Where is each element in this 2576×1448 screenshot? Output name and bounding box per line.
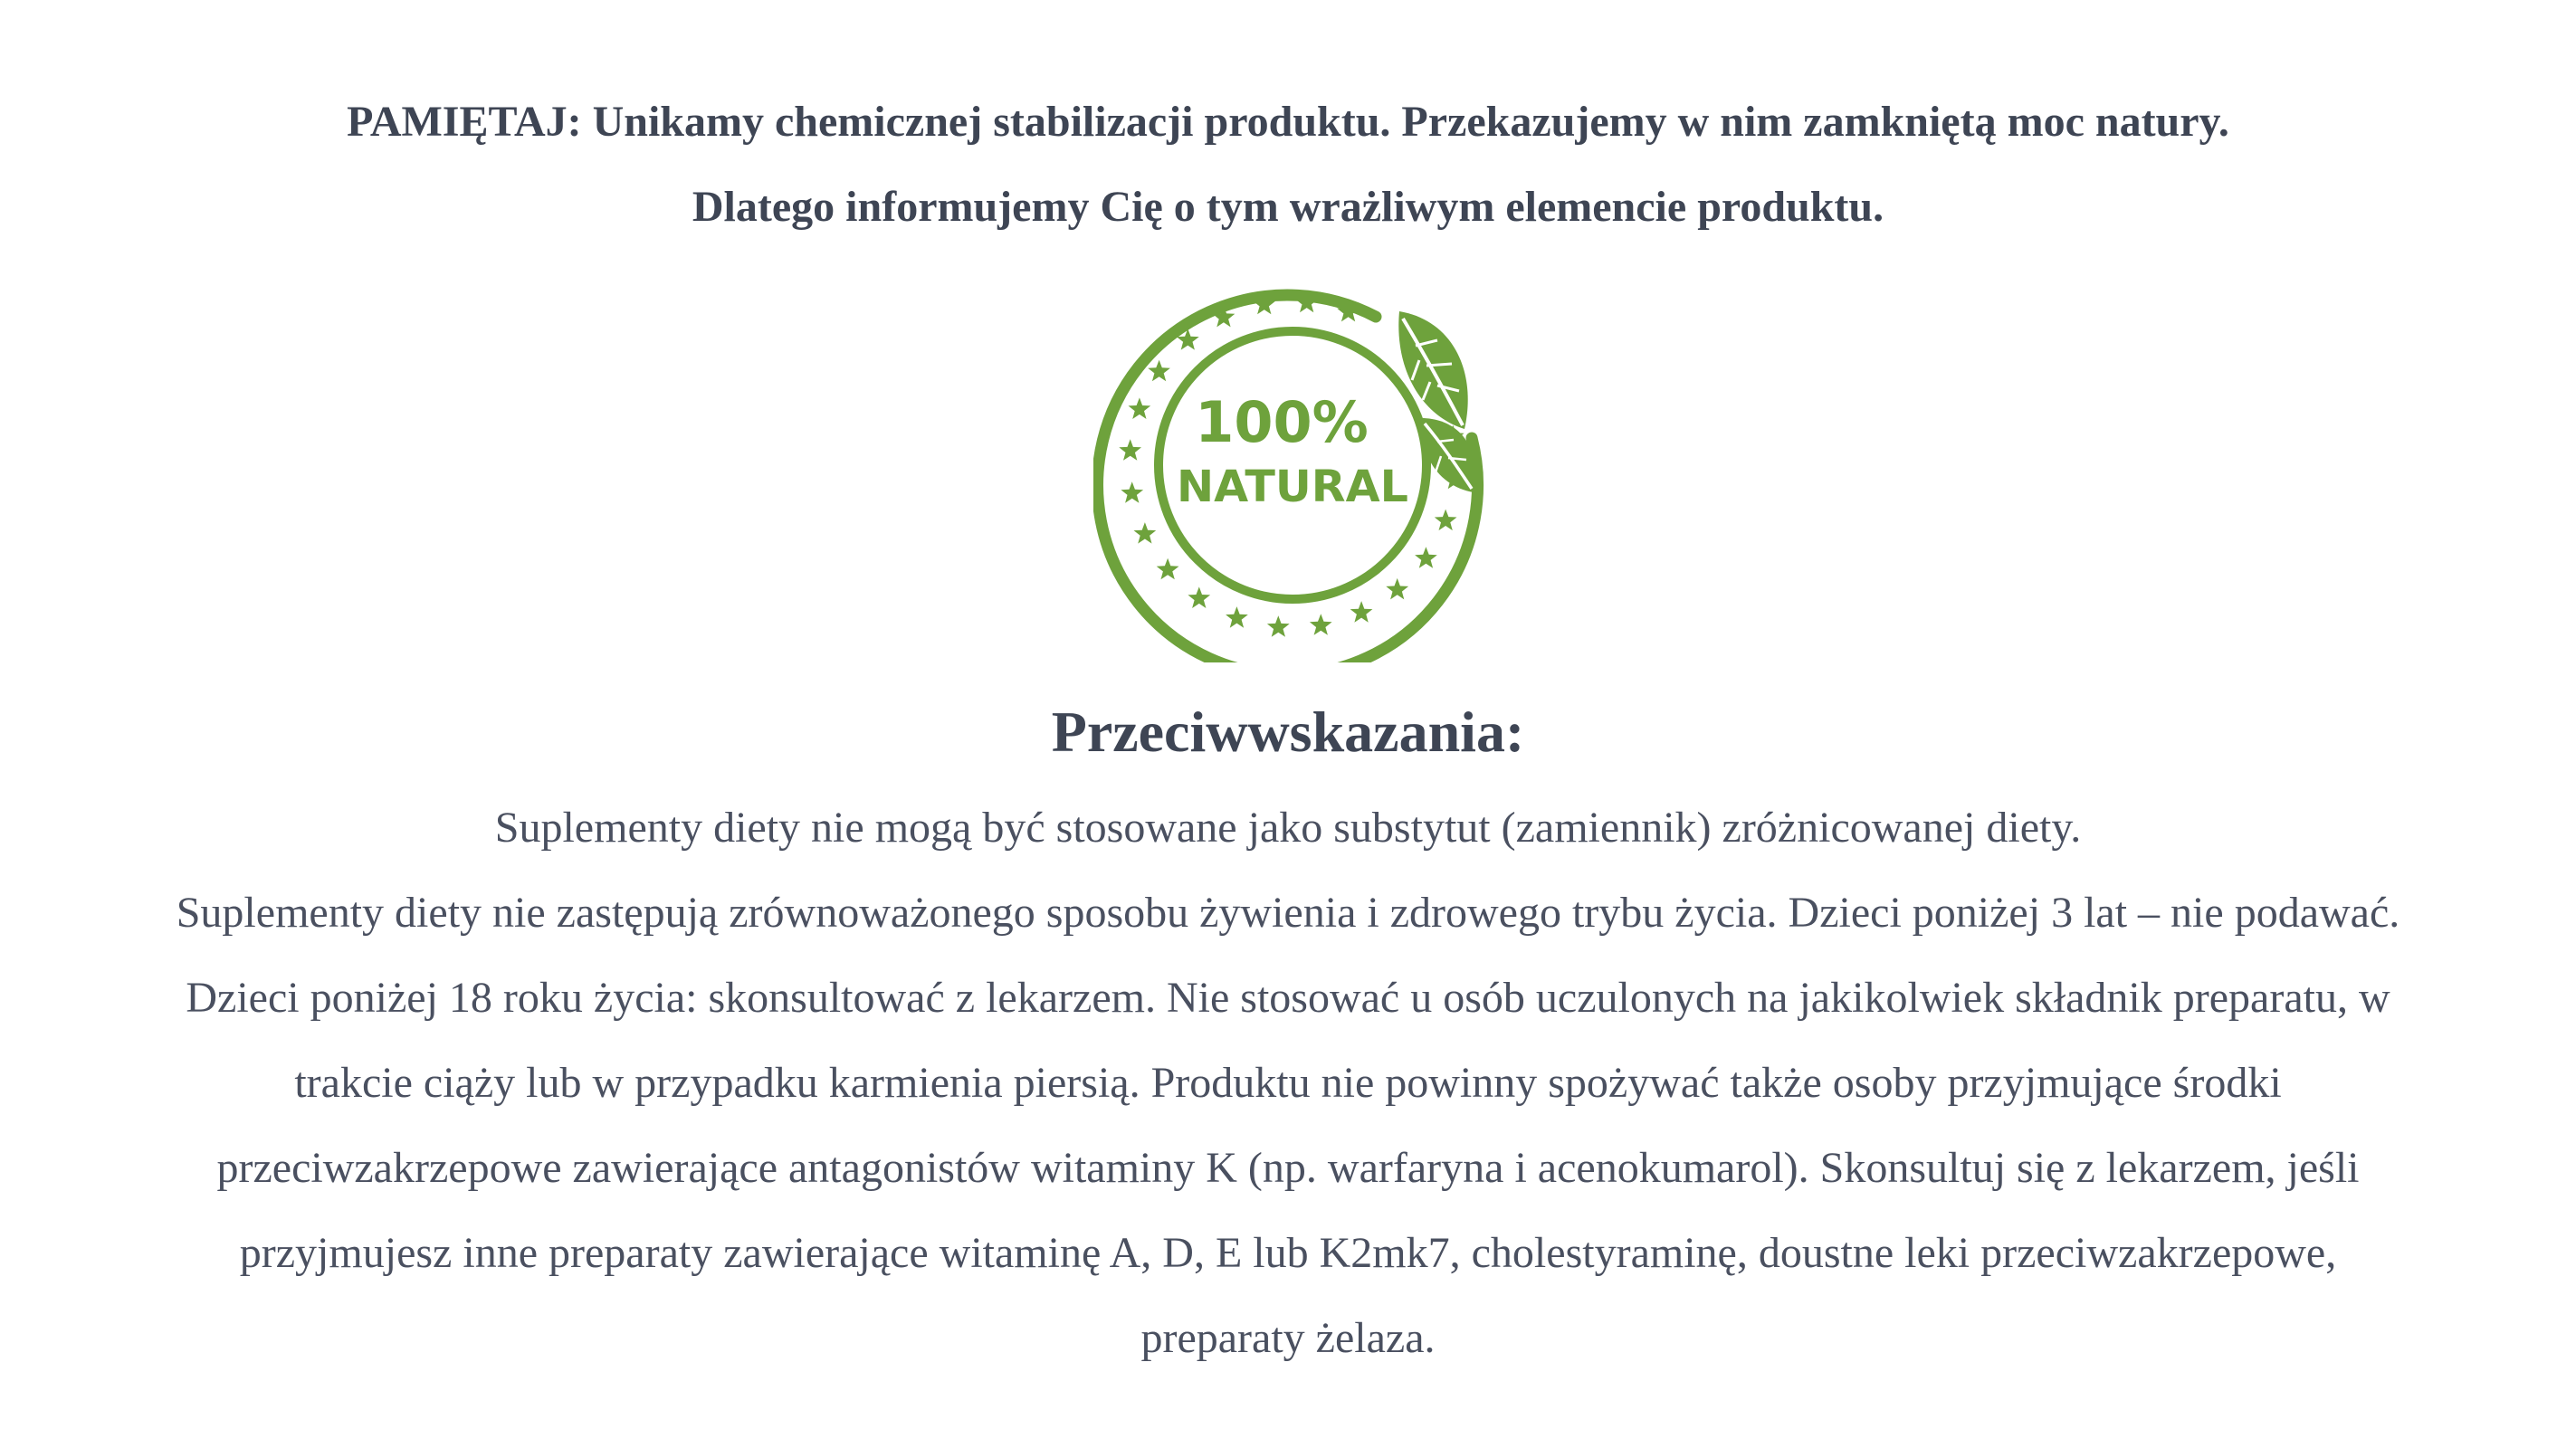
contraindications-title: Przeciwwskazania: <box>1051 700 1525 764</box>
notice-label: PAMIĘTAJ: <box>347 98 582 146</box>
natural-badge <box>1093 264 1492 662</box>
star-icon <box>1267 615 1290 637</box>
star-icon <box>1415 547 1437 568</box>
star-icon <box>1386 578 1408 600</box>
contraindications-paragraph-2: Suplementy diety nie zastępują zrównoważonego sposobu żywienia i zdrowego trybu życia. Dzieci poniżej 3 lat – nie podawać. Dzieci poniżej 18 roku życia: skonsultować z lekarzem. Nie stosować u osób uczulonych na jakikolwiek składnik preparatu, w trakcie ciąży lub w przypadku karmienia piersią. Produktu nie powinny spożywać także osoby przyjmujące środki przeciwzakrzepowe zawierające antagonistów witaminy K (np. warfaryna i acenokumarol). Skonsultuj się z lekarzem, jeśli przyjmujesz inne preparaty zawierające witaminę A, D, E lub K2mk7, cholestyraminę, doustne leki przeciwzakrzepowe, preparaty żelaza. <box>176 889 2400 1362</box>
star-icon <box>1148 360 1170 382</box>
natural-seal-icon <box>1093 264 1492 662</box>
star-icon <box>1226 606 1248 628</box>
contraindications-paragraph-1: Suplementy diety nie mogą być stosowane jako substytut (zamiennik) zróżnicowanej diety. <box>494 804 2082 852</box>
contraindications-body <box>172 786 2404 1381</box>
star-icon <box>1134 522 1157 544</box>
star-icon <box>1119 439 1141 461</box>
notice-line-2: Dlatego informujemy Cię o tym wrażliwym elemencie produktu. <box>692 183 1884 231</box>
badge-word: NATURAL <box>1177 462 1408 512</box>
star-icon <box>1350 601 1373 623</box>
star-icon <box>1157 558 1179 580</box>
star-icon <box>1188 586 1210 608</box>
star-icon <box>1129 397 1151 419</box>
star-icon <box>1435 510 1457 531</box>
notice-text-1: Unikamy chemicznej stabilizacji produktu. Przekazujemy w nim zamkniętą moc natury. <box>592 98 2229 146</box>
star-icon <box>1310 614 1332 635</box>
notice-block <box>0 80 2576 250</box>
badge-percent: 100% <box>1195 389 1369 455</box>
notice-line-1 <box>0 80 2576 165</box>
star-icon <box>1121 481 1143 503</box>
